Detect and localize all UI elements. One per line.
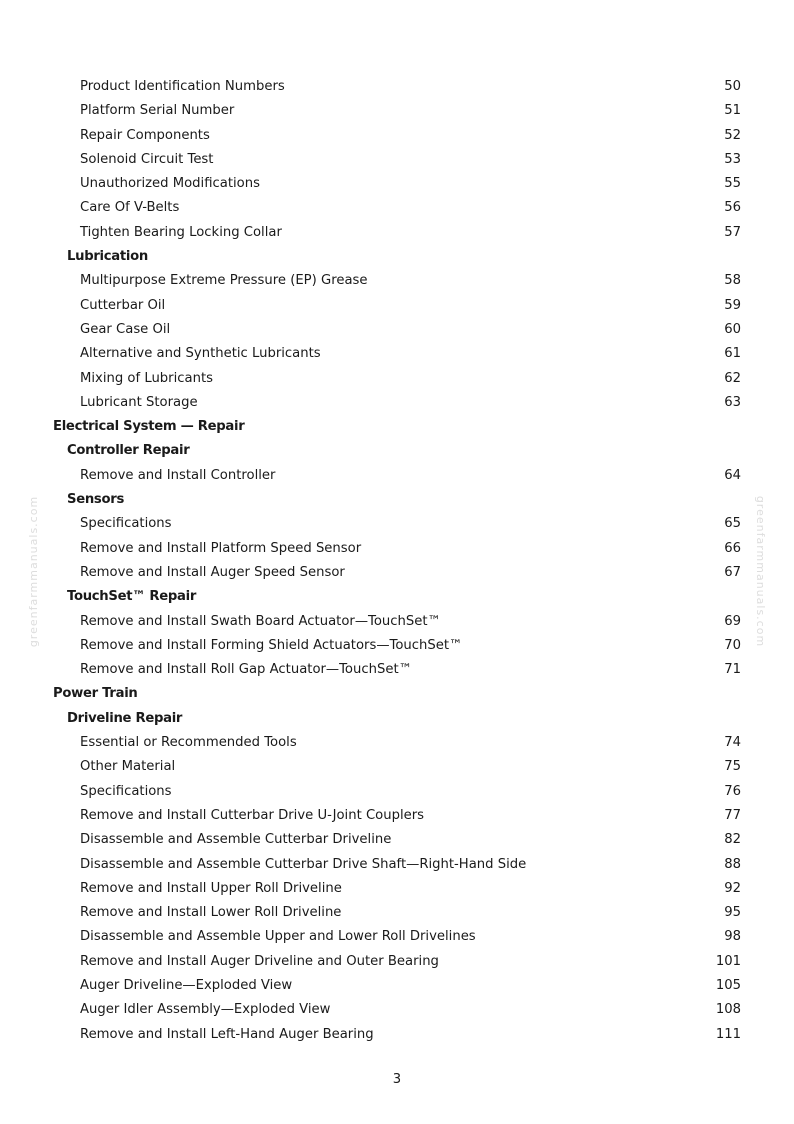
toc-entry-title: Remove and Install Controller: [80, 467, 276, 483]
toc-entry-page: 82: [724, 832, 741, 848]
toc-entry[interactable]: [0, 610, 794, 634]
toc-entry-page: 77: [724, 807, 741, 823]
toc-entry[interactable]: [0, 75, 794, 99]
toc-entry-page: 95: [724, 905, 741, 921]
toc-entry-page: 63: [724, 394, 741, 410]
toc-entry-title: Tighten Bearing Locking Collar: [80, 224, 282, 240]
toc-entry[interactable]: [0, 828, 794, 852]
toc-entry-page: 70: [724, 637, 741, 653]
toc-entry-title: Essential or Recommended Tools: [80, 735, 297, 751]
toc-entry[interactable]: [0, 124, 794, 148]
toc-entry[interactable]: [0, 342, 794, 366]
toc-entry[interactable]: [0, 877, 794, 901]
toc-entry-title: Remove and Install Roll Gap Actuator—TouchSet™: [80, 662, 412, 678]
toc-entry-title: Remove and Install Left-Hand Auger Bearing: [80, 1026, 374, 1042]
toc-entry-page: 53: [724, 151, 741, 167]
toc-entry[interactable]: [0, 537, 794, 561]
toc-entry[interactable]: [0, 196, 794, 220]
toc-entry-title: Power Train: [53, 686, 138, 702]
toc-entry[interactable]: [0, 755, 794, 779]
toc-entry-title: Lubrication: [67, 249, 148, 265]
toc-entry-title: Auger Driveline—Exploded View: [80, 977, 293, 993]
toc-entry-page: 92: [724, 880, 741, 896]
toc-entry-page: 105: [715, 977, 741, 993]
toc-entry-page: 62: [724, 370, 741, 386]
toc-entry-title: Platform Serial Number: [80, 103, 235, 119]
toc-entry-title: Care Of V-Belts: [80, 200, 180, 216]
toc-entry-page: 61: [724, 346, 741, 362]
toc-entry-page: 52: [724, 127, 741, 143]
toc-entry[interactable]: [0, 221, 794, 245]
toc-section-heading: [0, 439, 794, 463]
toc-entry-page: 60: [724, 321, 741, 337]
toc-entry-title: Remove and Install Cutterbar Drive U-Joint Couplers: [80, 807, 425, 823]
toc-entry[interactable]: [0, 99, 794, 123]
toc-entry[interactable]: [0, 512, 794, 536]
toc-section-heading: [0, 245, 794, 269]
toc-entry-title: Disassemble and Assemble Cutterbar Drive Shaft—Right-Hand Side: [80, 856, 527, 872]
toc-entry-title: Remove and Install Auger Speed Sensor: [80, 564, 345, 580]
page-number: 3: [392, 1072, 402, 1087]
toc-entry-page: 51: [724, 103, 741, 119]
toc-entry-page: 64: [724, 467, 741, 483]
toc-entry-page: 66: [724, 540, 741, 556]
toc-entry-title: Sensors: [67, 492, 124, 508]
toc-entry-page: 56: [724, 200, 741, 216]
toc-entry[interactable]: [0, 925, 794, 949]
toc-entry[interactable]: [0, 780, 794, 804]
toc-section-heading: [0, 682, 794, 706]
toc-entry-title: Disassemble and Assemble Upper and Lower Roll Drivelines: [80, 929, 476, 945]
toc-entry-title: Cutterbar Oil: [80, 297, 166, 313]
toc-entry-title: Remove and Install Upper Roll Driveline: [80, 880, 342, 896]
toc-entry-title: Disassemble and Assemble Cutterbar Driveline: [80, 832, 392, 848]
toc-section-heading: [0, 488, 794, 512]
toc-entry-title: Remove and Install Forming Shield Actuators—TouchSet™: [80, 637, 463, 653]
toc-entry-page: 111: [715, 1026, 741, 1042]
toc-section-heading: [0, 585, 794, 609]
toc-entry-title: Product Identification Numbers: [80, 79, 285, 94]
toc-entry-page: 75: [724, 759, 741, 775]
toc-entry[interactable]: [0, 294, 794, 318]
watermark-right: greenfarmmanuals.com: [753, 495, 767, 648]
toc-entry-page: 108: [715, 1002, 741, 1018]
toc-entry-page: 101: [715, 953, 741, 969]
toc-entry-title: TouchSet™ Repair: [67, 589, 197, 605]
toc-entry-title: Multipurpose Extreme Pressure (EP) Grease: [80, 273, 368, 289]
toc-entry-title: Remove and Install Auger Driveline and Outer Bearing: [80, 953, 439, 969]
toc-entry[interactable]: [0, 998, 794, 1022]
toc-section-heading: [0, 707, 794, 731]
toc-entry-title: Remove and Install Platform Speed Sensor: [80, 540, 362, 556]
toc-entry[interactable]: [0, 804, 794, 828]
toc-entry-title: Other Material: [80, 759, 176, 775]
toc-entry-page: 65: [724, 516, 741, 532]
toc-entry-title: Mixing of Lubricants: [80, 370, 213, 386]
toc-entry-page: 50: [724, 79, 741, 94]
toc-entry[interactable]: [0, 464, 794, 488]
toc-entry[interactable]: [0, 561, 794, 585]
toc-entry[interactable]: [0, 731, 794, 755]
toc-entry-title: Alternative and Synthetic Lubricants: [80, 346, 321, 362]
table-of-contents: [0, 75, 794, 1047]
toc-entry[interactable]: [0, 634, 794, 658]
toc-entry-page: 58: [724, 273, 741, 289]
toc-entry[interactable]: [0, 391, 794, 415]
toc-entry-page: 71: [724, 662, 741, 678]
toc-entry-title: Specifications: [80, 516, 172, 532]
toc-entry-title: Lubricant Storage: [80, 394, 198, 410]
toc-entry[interactable]: [0, 950, 794, 974]
toc-section-heading: [0, 415, 794, 439]
toc-entry[interactable]: [0, 853, 794, 877]
toc-entry[interactable]: [0, 367, 794, 391]
toc-entry-title: Electrical System — Repair: [53, 419, 245, 435]
toc-entry-page: 69: [724, 613, 741, 629]
toc-entry-title: Driveline Repair: [67, 710, 183, 726]
toc-entry-title: Solenoid Circuit Test: [80, 151, 214, 167]
watermark-left: greenfarmmanuals.com: [27, 495, 41, 648]
toc-entry-title: Remove and Install Lower Roll Driveline: [80, 905, 342, 921]
toc-entry-page: 57: [724, 224, 741, 240]
toc-entry-title: Specifications: [80, 783, 172, 799]
toc-entry-title: Auger Idler Assembly—Exploded View: [80, 1002, 331, 1018]
toc-entry[interactable]: [0, 318, 794, 342]
toc-entry-page: 88: [724, 856, 741, 872]
toc-entry-title: Remove and Install Swath Board Actuator—TouchSet™: [80, 613, 441, 629]
toc-entry[interactable]: [0, 269, 794, 293]
toc-entry-title: Unauthorized Modifications: [80, 176, 260, 192]
toc-entry-title: Controller Repair: [67, 443, 190, 459]
toc-entry-page: 74: [724, 735, 741, 751]
toc-entry-page: 55: [724, 176, 741, 192]
toc-entry[interactable]: [0, 172, 794, 196]
toc-entry[interactable]: [0, 658, 794, 682]
toc-entry[interactable]: [0, 148, 794, 172]
toc-entry-title: Repair Components: [80, 127, 210, 143]
toc-entry[interactable]: [0, 1023, 794, 1047]
toc-entry-page: 67: [724, 564, 741, 580]
toc-entry-page: 76: [724, 783, 741, 799]
toc-entry-title: Gear Case Oil: [80, 321, 171, 337]
toc-entry[interactable]: [0, 974, 794, 998]
toc-entry[interactable]: [0, 901, 794, 925]
toc-entry-page: 98: [724, 929, 741, 945]
toc-entry-page: 59: [724, 297, 741, 313]
